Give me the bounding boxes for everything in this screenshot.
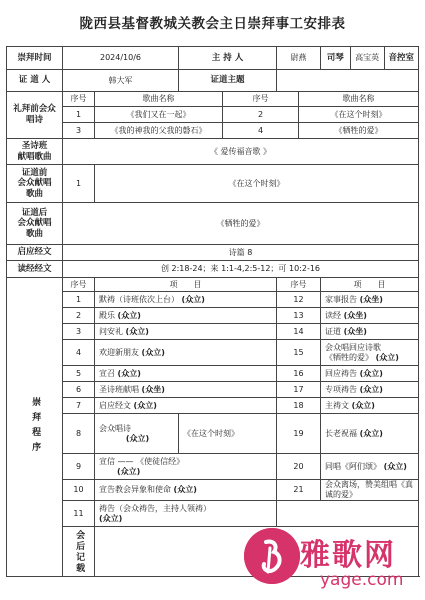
order-no: 12 [277,292,321,308]
pre-sermon-no: 1 [63,165,95,203]
order-item-posture: (众立) [383,461,407,471]
order-item [321,340,419,366]
order-label: 崇拜程序 [30,397,41,457]
order-item [95,292,277,308]
table-row [7,292,419,308]
preacher-value: 韩大军 [63,70,179,92]
order-item [321,382,419,398]
table-row [7,414,419,454]
preacher-label: 证 道 人 [7,70,63,92]
header-row [7,47,419,70]
order-item [95,480,277,501]
post-sermon-label [7,203,63,245]
order-item-text: 启应经文 [99,400,131,410]
order-item-posture: (众立) [375,352,399,362]
pre-sermon-label-line3: 歌曲 [25,188,43,199]
order-no: 19 [277,414,321,454]
topic-label: 证道主题 [179,70,277,92]
hymn-name: 《牺牲的爱》 [299,123,419,139]
order-item-song: 《在这个时刻》 [179,414,277,454]
order-no: 15 [277,340,321,366]
pre-hymns-label-line1: 礼拜前会众 [13,104,56,115]
order-item-posture: (众坐) [343,310,367,320]
order-item-posture: (众坐) [359,294,383,304]
order-item-text: 会众唱诗 [99,423,131,433]
order-item-text: 祷告（会众祷告，主持人领祷） [99,503,211,513]
order-item [321,454,419,480]
order-col-no-right: 序号 [277,278,321,292]
order-item [95,414,179,454]
order-no: 6 [63,382,95,398]
watermark-url: yage.com [320,570,404,590]
table-row [7,366,419,382]
order-item-text: 宣召 [99,368,115,378]
order-no: 9 [63,454,95,480]
choir-label-line1: 圣诗班 [21,140,48,151]
order-item [95,324,277,340]
order-col-item-right: 项 目 [321,278,419,292]
order-label-cell [7,278,63,577]
table-row [7,454,419,480]
hymn-name: 《我的神我的父我的磐石》 [95,123,223,139]
table-row [7,308,419,324]
table-row [7,123,419,139]
opening-label: 启应经文 [7,245,63,261]
table-row [7,398,419,414]
pre-sermon-label-line2: 会众献唱 [17,178,52,189]
hymn-name: 《我们又在一起》 [95,107,223,123]
order-item [95,501,277,527]
pre-sermon-song: 《在这个时刻》 [95,165,419,203]
order-item [321,292,419,308]
order-empty-cell [277,501,419,527]
order-item-posture: (众立) [359,428,383,438]
reading-label: 读经经文 [7,261,63,278]
choir-song: 《 爱传福音歌 》 [63,139,419,165]
order-no: 3 [63,324,95,340]
order-item-posture: (众立) [125,433,150,443]
watermark-brand: 雅歌网 [300,538,396,573]
order-no: 20 [277,454,321,480]
order-item-text: 会众离场，赞美组唱《真诚的爱》 [321,480,419,501]
order-no: 17 [277,382,321,398]
order-item-posture: (众立) [359,368,383,378]
order-item [95,398,277,414]
order-item-posture: (众立) [351,400,375,410]
records-label-cell [63,527,95,577]
order-no: 5 [63,366,95,382]
order-item-posture: (众坐) [343,326,367,336]
order-item-text: 圣诗班献唱 [99,384,139,394]
order-item [321,414,419,454]
date-value: 2024/10/6 [63,47,179,70]
order-item-text: 欢迎新朋友 [99,347,139,357]
post-sermon-label-line2: 会众献唱 [17,218,52,229]
order-no: 14 [277,324,321,340]
order-no: 4 [63,340,95,366]
order-item-posture: (众立) [181,294,205,304]
order-col-no-left: 序号 [63,278,95,292]
sound-label: 音控室 [388,52,415,63]
hymn-no: 3 [63,123,95,139]
topic-value [277,70,419,92]
post-sermon-label-line1: 证道后 [21,207,48,218]
piano-label: 司琴 [321,47,350,69]
order-item-text: 会众唱回应诗歌 [325,342,382,352]
order-item-posture: (众立) [359,384,383,394]
order-item-text: 问安礼 [99,326,123,336]
pre-hymns-col-no-2: 序号 [223,92,299,107]
choir-label [7,139,63,165]
host-value: 尉燕 [277,47,321,70]
post-sermon-song: 《牺牲的爱》 [63,203,419,245]
order-no: 13 [277,308,321,324]
pre-sermon-label-line1: 证道前 [21,167,48,178]
order-item-text: 默祷（诗班依次上台） [99,294,179,304]
page-title: 陇西县基督教城关教会主日崇拜事工安排表 [79,16,346,32]
order-item [95,340,277,366]
pre-sermon-label [7,165,63,203]
order-no: 10 [63,480,95,501]
pre-hymns-col-no-1: 序号 [63,92,95,107]
order-item-posture: (众立) [99,513,123,523]
order-col-item-left: 项 目 [95,278,277,292]
host-label: 主 持 人 [179,47,277,70]
schedule-table [6,46,419,577]
order-item-text: 同唱《阿们颂》 [325,461,382,471]
hymn-no: 2 [223,107,299,123]
hymn-name: 《在这个时刻》 [299,107,419,123]
post-sermon-label-line3: 歌曲 [25,228,43,239]
order-item-text: 宣告教会异象和使命 [99,485,171,494]
order-item-posture: (众立) [117,368,141,378]
table-row [7,324,419,340]
order-no: 18 [277,398,321,414]
order-item-song: 《牺牲的爱》 [325,352,374,362]
preacher-row [7,70,419,92]
order-item-text: 长老祝福 [325,428,358,438]
order-item-posture: (众立) [141,347,165,357]
order-item [95,308,277,324]
choir-label-line2: 献唱歌曲 [17,151,52,162]
order-no: 2 [63,308,95,324]
table-row [7,107,419,123]
order-item [321,366,419,382]
order-item-text: 专项祷告 [325,384,358,394]
order-no: 11 [63,501,95,527]
piano-value: 高宝英 [350,47,384,69]
records-label: 会后记载 [74,529,85,574]
date-label: 崇拜时间 [7,47,63,70]
opening-value: 诗篇 8 [63,245,419,261]
order-item-text: 家事报告 [325,294,358,304]
table-row [7,501,419,527]
order-item [321,324,419,340]
order-item [321,308,419,324]
order-item-posture: (众立) [117,310,141,320]
records-value [95,527,419,577]
table-row [7,382,419,398]
order-no: 1 [63,292,95,308]
order-item-posture: (众立) [117,466,141,476]
table-row [7,480,419,501]
order-item [321,398,419,414]
order-item [95,454,277,480]
order-no: 21 [277,480,321,501]
hymn-no: 1 [63,107,95,123]
pre-hymns-label-line2: 唱诗 [25,115,43,125]
order-no: 16 [277,366,321,382]
order-item-text: 回应祷告 [325,368,358,378]
pre-hymns-col-name-1: 歌曲名称 [95,92,223,107]
order-no: 8 [63,414,95,454]
order-item-song: 《使徒信经》 [136,456,185,466]
order-item-text: 殿乐 [99,310,115,320]
table-row [7,340,419,366]
order-item-posture: (众立) [125,326,149,336]
order-item-text: 主祷文 [325,400,350,410]
order-item-posture: (众坐) [141,384,165,394]
order-item [95,382,277,398]
order-item-posture: (众立) [173,485,197,494]
order-item [95,366,277,382]
order-no: 7 [63,398,95,414]
pre-hymns-col-name-2: 歌曲名称 [299,92,419,107]
order-item-posture: (众立) [133,400,157,410]
order-item-text: 读经 [325,310,342,320]
order-item-text: 宣信 —— [99,456,134,466]
reading-value: 创 2:18-24；来 1:1-4,2:5-12；可 10:2-16 [63,261,419,278]
order-item-text: 证道 [325,326,342,336]
hymn-no: 4 [223,123,299,139]
pre-hymns-label [7,92,63,139]
